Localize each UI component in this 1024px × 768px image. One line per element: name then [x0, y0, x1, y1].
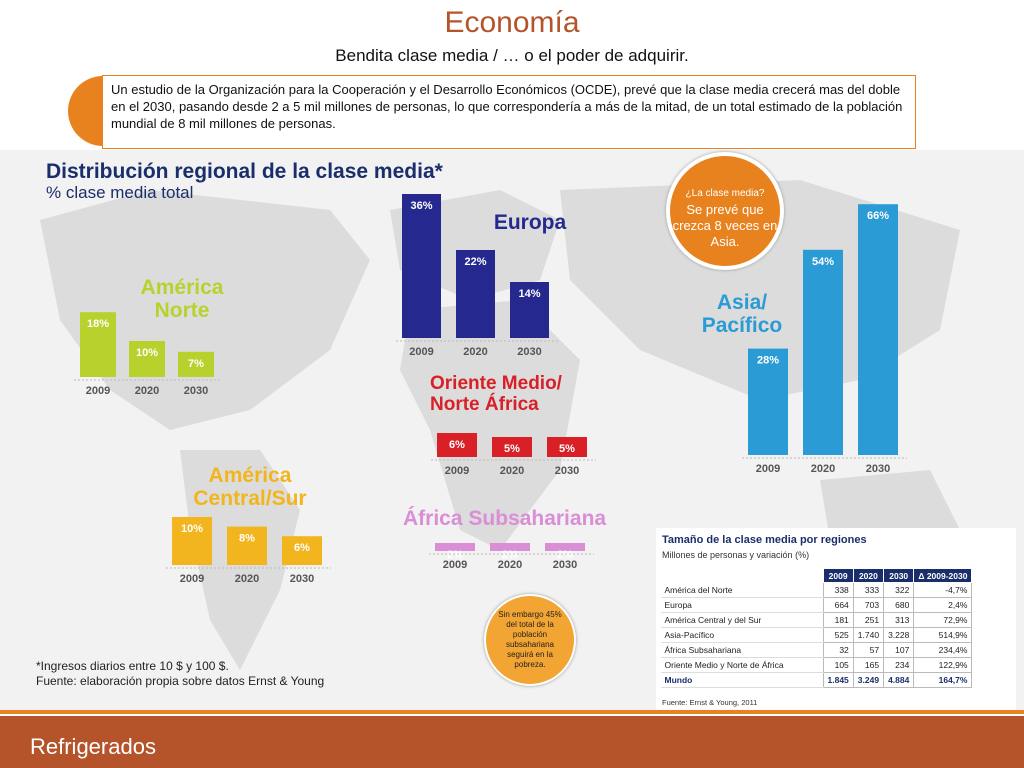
- region-label: África Subsahariana: [403, 507, 607, 530]
- table-row: [661, 613, 972, 628]
- page-subtitle: Bendita clase media / … o el poder de adquirir.: [335, 46, 689, 65]
- table-cell: -4,7%: [914, 583, 972, 598]
- table-header-blank: [661, 569, 824, 583]
- asia-growth-bubble: [666, 152, 784, 270]
- table-cell: 3.228: [884, 628, 914, 643]
- bar-data-label: 14%: [518, 288, 541, 300]
- region-label: Central/Sur: [193, 487, 307, 510]
- table-cell: 680: [884, 598, 914, 613]
- table-cell: 72,9%: [914, 613, 972, 628]
- year-tick-label: 2030: [289, 573, 315, 585]
- footer-bar: [0, 716, 1024, 768]
- table-cell: 57: [853, 643, 883, 658]
- table-row: [661, 658, 972, 673]
- footer-label: Refrigerados: [30, 734, 156, 759]
- year-tick-label: 2030: [552, 559, 578, 571]
- bubble-question: ¿La clase media?: [685, 188, 765, 199]
- table-row: [661, 598, 972, 613]
- chart-source: Fuente: elaboración propia sobre datos Ernst & Young: [36, 674, 325, 688]
- bar-data-label: 28%: [756, 354, 780, 367]
- bar: [803, 250, 843, 455]
- bar-data-label: 2%: [447, 549, 463, 561]
- table-cell: 664: [823, 598, 853, 613]
- bar-data-label: 5%: [504, 443, 520, 455]
- table-cell: 2,4%: [914, 598, 972, 613]
- year-tick-label: 2020: [497, 559, 523, 571]
- table-total-row: [661, 673, 972, 688]
- table-cell-region: Europa: [661, 598, 824, 613]
- chart-footnote: *Ingresos diarios entre 10 $ y 100 $.: [36, 659, 229, 673]
- year-tick-label: 2009: [442, 559, 468, 571]
- region-label: Pacífico: [701, 314, 783, 337]
- chart-subtitle: % clase media total: [46, 183, 194, 202]
- chart-title: Distribución regional de la clase media*: [46, 160, 443, 183]
- bar: [858, 204, 898, 455]
- bar-data-label: 18%: [86, 318, 110, 331]
- year-tick-label: 2020: [499, 465, 525, 477]
- table-cell: 3.249: [853, 673, 883, 688]
- table-cell: 122,9%: [914, 658, 972, 673]
- table-cell: 333: [853, 583, 883, 598]
- table-cell-region: América Central y del Sur: [661, 613, 824, 628]
- year-tick-label: 2030: [517, 346, 542, 358]
- region-label: América: [208, 464, 292, 487]
- table-cell: 1.740: [853, 628, 883, 643]
- year-tick-label: 2030: [183, 385, 209, 397]
- table-cell-region: África Subsahariana: [661, 643, 824, 658]
- table-cell: 1.845: [823, 673, 853, 688]
- table-cell: 338: [823, 583, 853, 598]
- table-cell: 4.884: [884, 673, 914, 688]
- table-cell-region: Oriente Medio y Norte de África: [661, 658, 824, 673]
- table-cell: 105: [823, 658, 853, 673]
- table-cell: 514,9%: [914, 628, 972, 643]
- bar-data-label: 10%: [180, 523, 204, 535]
- table-cell: 322: [884, 583, 914, 598]
- bar-data-label: 2%: [502, 549, 518, 561]
- bar-data-label: 10%: [135, 347, 159, 359]
- bar-data-label: 2%: [557, 549, 573, 561]
- region-label: Asia/: [716, 291, 768, 314]
- bar-data-label: 6%: [294, 542, 310, 555]
- table-cell: 32: [823, 643, 853, 658]
- year-tick-label: 2020: [463, 346, 488, 358]
- table-cell: 234: [884, 658, 914, 673]
- page-title: Economía: [444, 6, 580, 39]
- table-row: [661, 583, 972, 598]
- year-tick-label: 2009: [179, 573, 205, 585]
- footer-accent-line: [0, 710, 1024, 714]
- year-tick-label: 2020: [810, 463, 836, 475]
- region-label: Norte África: [430, 394, 539, 415]
- region-label: Norte: [154, 299, 210, 322]
- region-label: Oriente Medio/: [430, 373, 562, 394]
- intro-text-box: Un estudio de la Organización para la Cooperación y el Desarrollo Económicos (OCDE), prevé que la clase media crecerá mas del doble en el 2030, pasando desde 2 a 5 mil millones de personas, lo que correspondería a más de la mitad, de un total estimado de la población mundial de 8 mil millones de personas.: [102, 75, 916, 149]
- year-tick-label: 2009: [755, 463, 781, 475]
- bar-data-label: 22%: [464, 256, 487, 268]
- table-header-cell: 2030: [884, 569, 914, 583]
- bubble-text: Se prevé que crezca 8 veces en Asia.: [672, 202, 778, 249]
- table-row: [661, 628, 972, 643]
- table-header-cell: 2009: [823, 569, 853, 583]
- bar-data-label: 6%: [449, 439, 465, 451]
- table-cell: 313: [884, 613, 914, 628]
- table-cell: 251: [853, 613, 883, 628]
- poverty-note-bubble: Sin embargo 45% del total de la población subsahariana seguirá en la pobreza.: [484, 594, 576, 686]
- table-cell: 181: [823, 613, 853, 628]
- bar-data-label: 7%: [188, 357, 204, 370]
- bar-data-label: 5%: [559, 443, 575, 455]
- region-label: América: [140, 276, 224, 299]
- bar-data-label: 8%: [239, 532, 255, 545]
- year-tick-label: 2030: [865, 463, 891, 475]
- table-cell: 107: [884, 643, 914, 658]
- region-size-table-box: [656, 528, 1016, 710]
- table-cell-region: Mundo: [661, 673, 824, 688]
- year-tick-label: 2020: [234, 573, 260, 585]
- table-cell: 234,4%: [914, 643, 972, 658]
- bar: [402, 194, 441, 338]
- region-label: Europa: [493, 211, 567, 234]
- table-cell-region: Asia-Pacífico: [661, 628, 824, 643]
- table-cell-region: América del Norte: [661, 583, 824, 598]
- table-row: [661, 643, 972, 658]
- table-header-row: [661, 569, 972, 583]
- table-cell: 703: [853, 598, 883, 613]
- table-cell: 165: [853, 658, 883, 673]
- table-source: Fuente: Ernst & Young, 2011: [662, 698, 758, 707]
- bar-data-label: 36%: [410, 200, 433, 212]
- table-header-cell: Δ 2009-2030: [914, 569, 972, 583]
- bar-data-label: 54%: [811, 255, 835, 268]
- region-size-table: [660, 568, 972, 688]
- year-tick-label: 2009: [409, 346, 434, 358]
- bar-data-label: 66%: [866, 210, 890, 223]
- year-tick-label: 2020: [134, 385, 160, 397]
- year-tick-label: 2009: [444, 465, 470, 477]
- table-title: Tamaño de la clase media por regiones: [662, 534, 867, 546]
- table-cell: 164,7%: [914, 673, 972, 688]
- table-header-cell: 2020: [853, 569, 883, 583]
- table-cell: 525: [823, 628, 853, 643]
- year-tick-label: 2030: [554, 465, 580, 477]
- year-tick-label: 2009: [85, 385, 111, 397]
- table-subtitle: Millones de personas y variación (%): [662, 550, 810, 560]
